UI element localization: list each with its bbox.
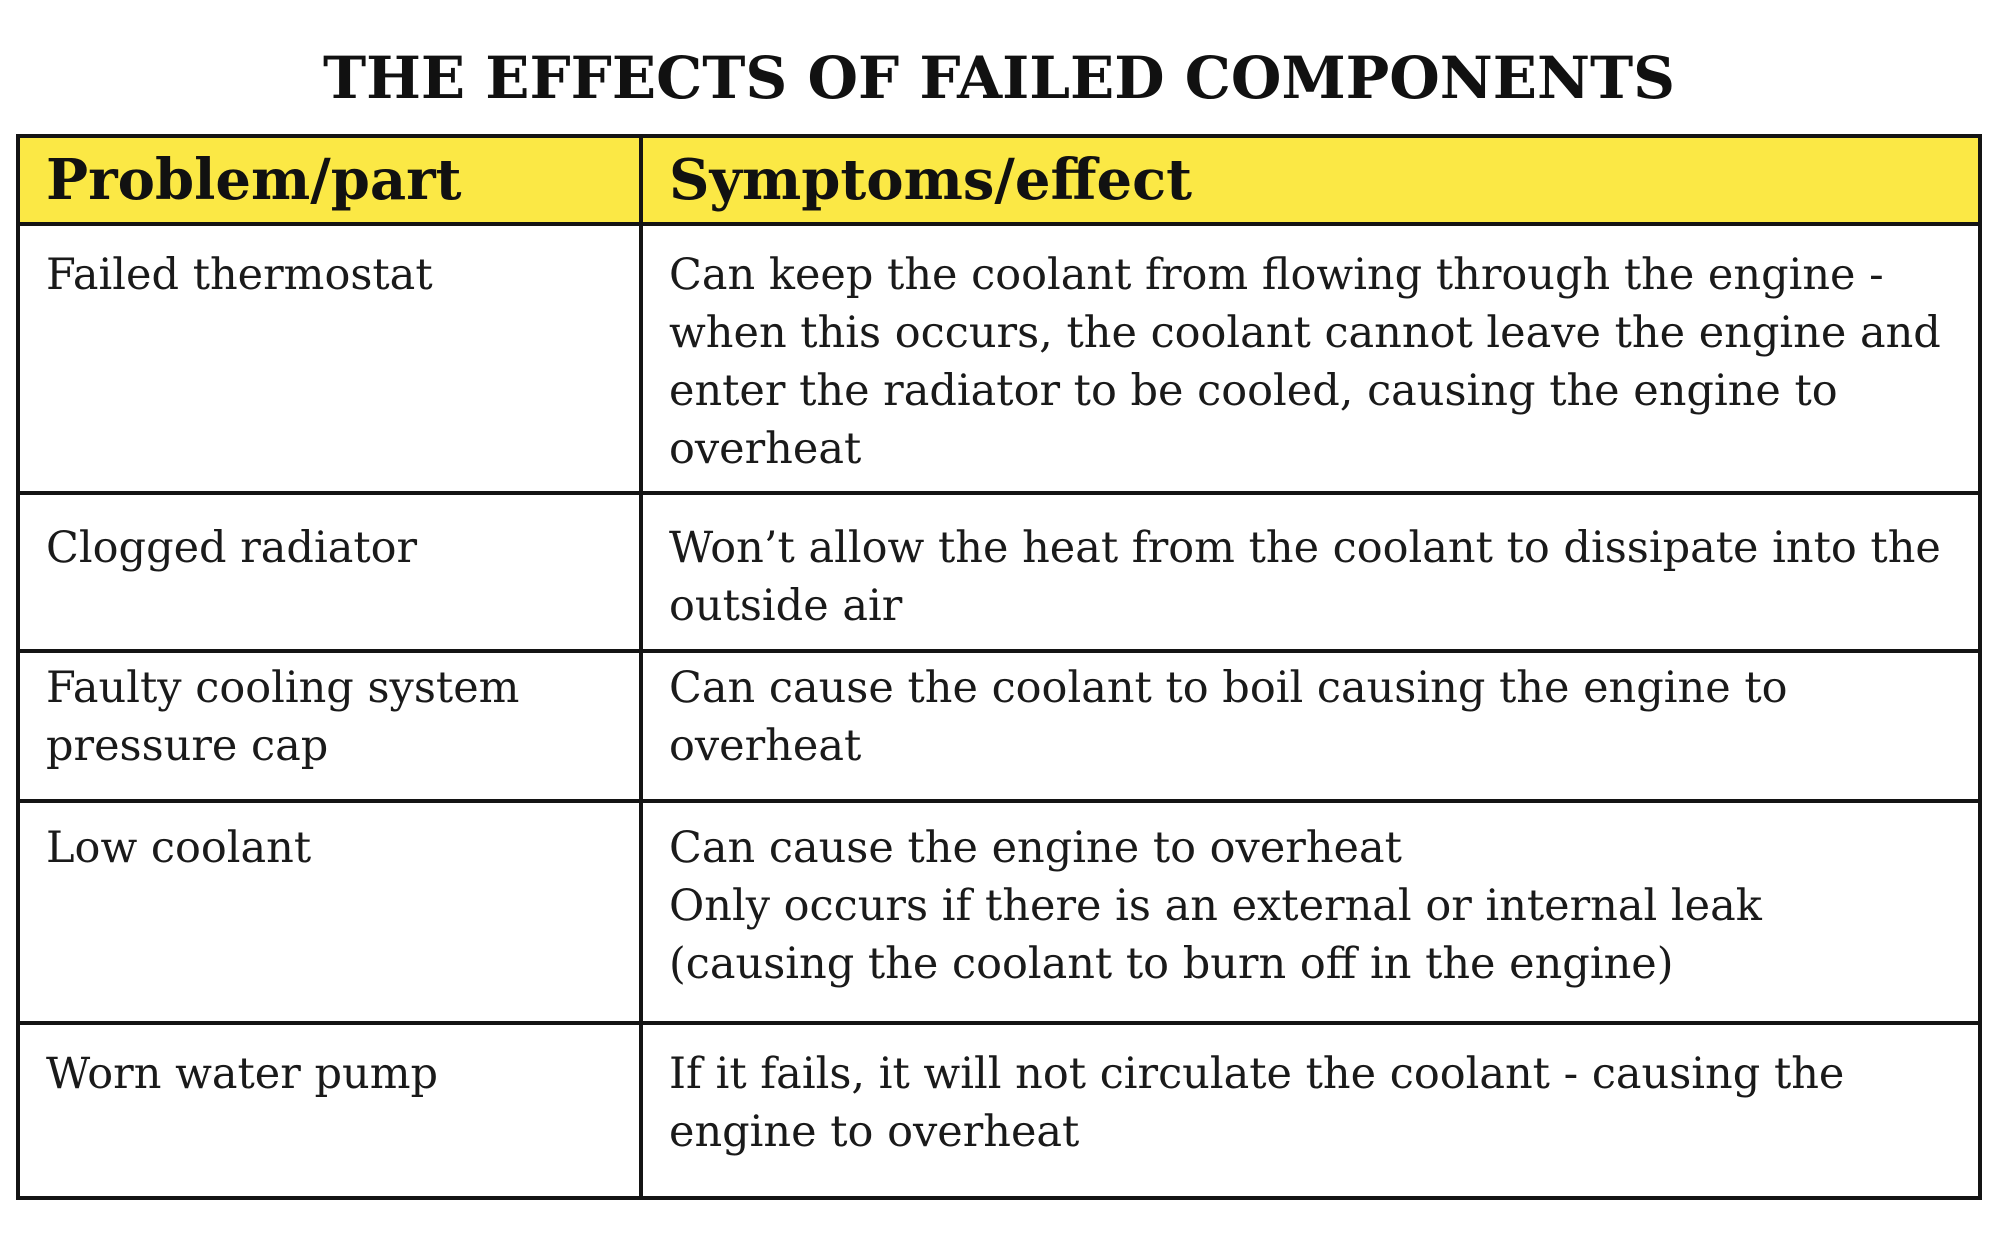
effect-cell: [641, 801, 1980, 1023]
effect-line: Only occurs if there is an external or internal leak (causing the coolant to burn off in the engine): [669, 881, 1762, 989]
table-row: [18, 801, 1980, 1023]
table-row: [18, 1023, 1980, 1198]
failed-components-table: [16, 134, 1982, 1200]
effect-cell: Won’t allow the heat from the coolant to dissipate into the outside air: [641, 493, 1980, 651]
effect-cell: If it fails, it will not circulate the coolant - causing the engine to overheat: [641, 1023, 1980, 1198]
problem-cell: Worn water pump: [18, 1023, 641, 1198]
effect-cell: Can keep the coolant from flowing through the engine - when this occurs, the coolant cannot leave the engine and enter the radiator to be cooled, causing the engine to overheat: [641, 224, 1980, 493]
table-row: [18, 493, 1980, 651]
table-row: [18, 224, 1980, 493]
problem-cell: Low coolant: [18, 801, 641, 1023]
column-header-symptoms: Symptoms/effect: [641, 136, 1980, 224]
page-title: THE EFFECTS OF FAILED COMPONENTS: [322, 44, 1676, 112]
problem-cell: Clogged radiator: [18, 493, 641, 651]
effect-line: Can cause the engine to overheat: [669, 823, 1402, 873]
column-header-problem: Problem/part: [18, 136, 641, 224]
problem-cell: Faulty cooling system pressure cap: [18, 651, 641, 801]
table-row: [18, 651, 1980, 801]
problem-cell: Failed thermostat: [18, 224, 641, 493]
table-header-row: [18, 136, 1980, 224]
effect-cell: Can cause the coolant to boil causing the engine to overheat: [641, 651, 1980, 801]
